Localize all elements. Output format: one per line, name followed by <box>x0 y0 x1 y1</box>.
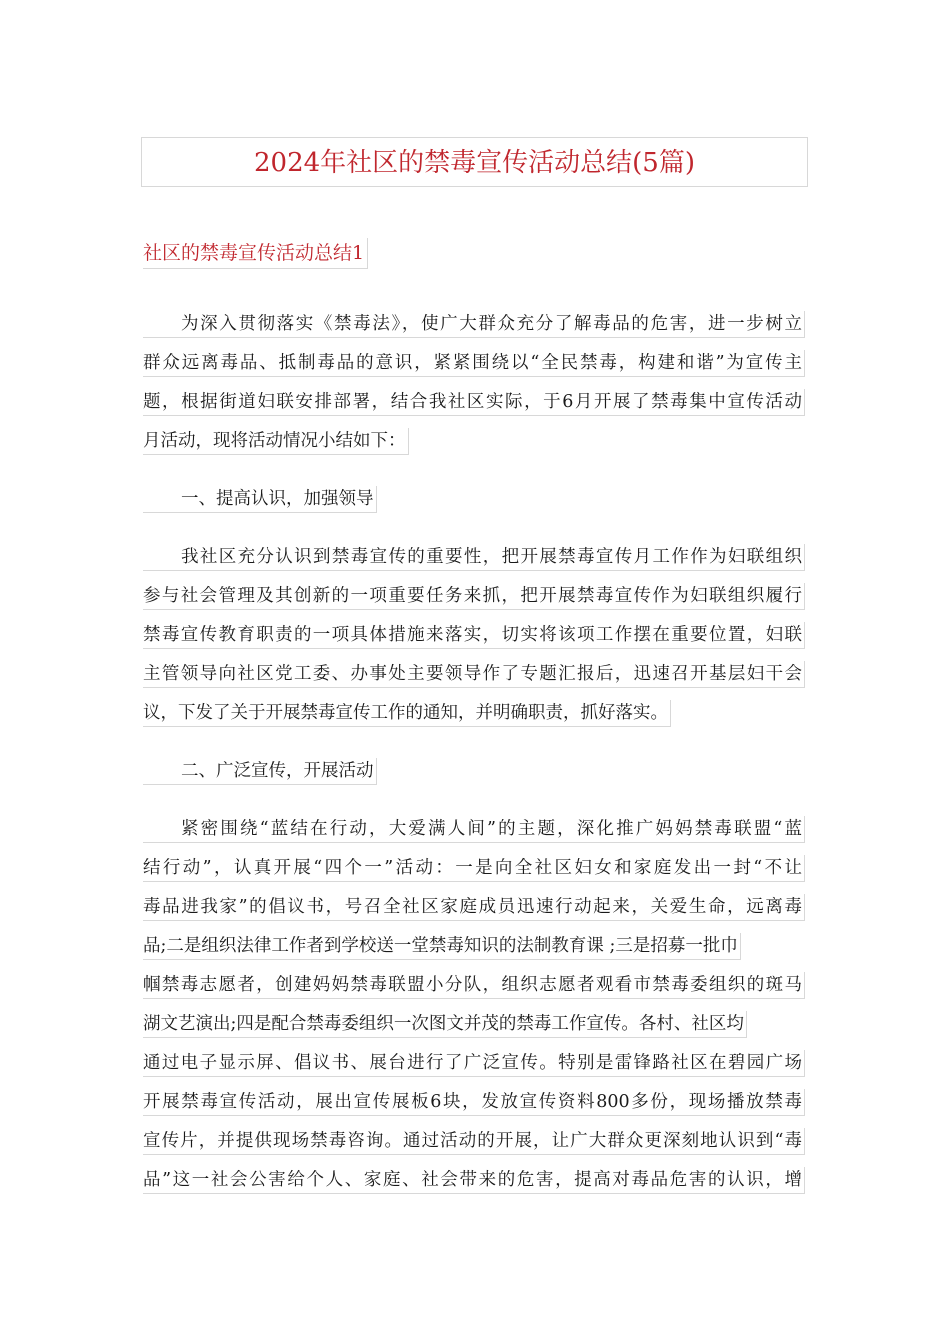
text-line: 品”这一社会公害给个人、家庭、社会带来的危害，提高对毒品危害的认识，增 <box>143 1167 805 1194</box>
text-line: 议，下发了关于开展禁毒宣传工作的通知，并明确职责，抓好落实。 <box>143 700 671 727</box>
title-box <box>141 137 808 187</box>
text-line: 帼禁毒志愿者，创建妈妈禁毒联盟小分队，组织志愿者观看市禁毒委组织的斑马 <box>143 972 805 999</box>
text-line: 毒品进我家”的倡议书，号召全社区家庭成员迅速行动起来，关爱生命，远离毒 <box>143 894 805 921</box>
text-line: 月活动，现将活动情况小结如下： <box>143 428 409 455</box>
text-line: 通过电子显示屏、倡议书、展台进行了广泛宣传。特别是雷锋路社区在碧园广场 <box>143 1050 805 1077</box>
text-line: 为深入贯彻落实《禁毒法》，使广大群众充分了解毒品的危害，进一步树立 <box>143 311 805 338</box>
text-line: 禁毒宣传教育职责的一项具体措施来落实，切实将该项工作摆在重要位置，妇联 <box>143 622 805 649</box>
text-line: 湖文艺演出;四是配合禁毒委组织一次图文并茂的禁毒工作宣传。各村、社区均 <box>143 1011 747 1038</box>
text-line: 参与社会管理及其创新的一项重要任务来抓，把开展禁毒宣传作为妇联组织履行 <box>143 583 805 610</box>
section-title: 社区的禁毒宣传活动总结1 <box>143 238 368 269</box>
text-line: 我社区充分认识到禁毒宣传的重要性，把开展禁毒宣传月工作作为妇联组织 <box>143 544 805 571</box>
text-line: 开展禁毒宣传活动，展出宣传展板6块，发放宣传资料800多份，现场播放禁毒 <box>143 1089 805 1116</box>
text-line: 题，根据街道妇联安排部署，结合我社区实际，于6月开展了禁毒集中宣传活动 <box>143 389 805 416</box>
text-line: 宣传片，并提供现场禁毒咨询。通过活动的开展，让广大群众更深刻地认识到“毒 <box>143 1128 805 1155</box>
text-line: 结行动”，认真开展“四个一”活动：一是向全社区妇女和家庭发出一封“不让 <box>143 855 805 882</box>
document-title: 2024年社区的禁毒宣传活动总结(5篇) <box>254 148 695 178</box>
heading-line: 二、广泛宣传，开展活动 <box>143 758 377 785</box>
text-line: 群众远离毒品、抵制毒品的意识，紧紧围绕以“全民禁毒，构建和谐”为宣传主 <box>143 350 805 377</box>
text-line: 品;二是组织法律工作者到学校送一堂禁毒知识的法制教育课 ;三是招募一批巾 <box>143 933 741 960</box>
text-line: 主管领导向社区党工委、办事处主要领导作了专题汇报后，迅速召开基层妇干会 <box>143 661 805 688</box>
heading-line: 一、提高认识，加强领导 <box>143 486 377 513</box>
text-line: 紧密围绕“蓝结在行动，大爱满人间”的主题，深化推广妈妈禁毒联盟“蓝 <box>143 816 805 843</box>
